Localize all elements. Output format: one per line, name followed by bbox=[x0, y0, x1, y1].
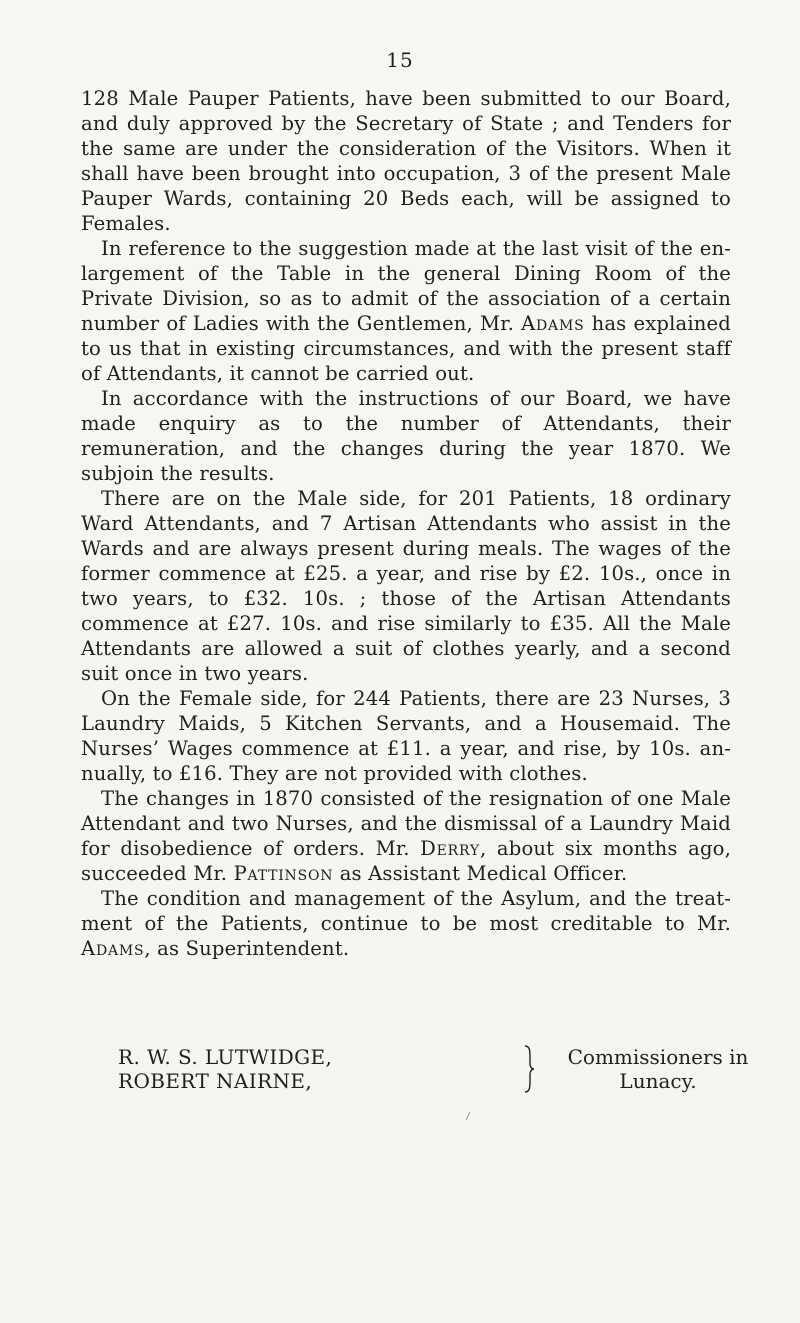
signatory-name: ROBERT NAIRNE, bbox=[118, 1069, 313, 1093]
paragraph-staff-changes-text-start: The changes in 1870 consisted of the resignation of one Male Attendant and two Nurses, and the dismissal of a Laundry Maid for disobedience of orders. Mr. bbox=[81, 787, 731, 860]
paragraph-female-staff: On the Female side, for 244 Patients, there are 23 Nurses, 3 Laundry Maids, 5 Kitchen Servants, and a Housemaid. The Nurses’ Wages commence at £11. a year, and rise, by 10s. an- nually, to £16. They are not provided with clothes. bbox=[81, 687, 731, 785]
paragraph-staff-changes bbox=[81, 786, 731, 886]
paragraph-dining-room-text-start: In reference to the suggestion made at the last visit of the en- largement of the Table in the general Dining Room of the Private Division, so as to admit of the association of a certain number of Ladies with the Gentlemen, Mr. bbox=[81, 237, 731, 335]
paragraph-condition-text-start: The condition and management of the Asylum, and the treat- ment of the Patients, continue to be most creditable to Mr. bbox=[81, 887, 731, 935]
name-adams: Adams bbox=[521, 312, 585, 335]
paragraph-staff-changes-text-end: as Assistant Medical Officer. bbox=[333, 862, 628, 885]
name-adams-superintendent: Adams bbox=[81, 937, 145, 960]
paragraph-dining-room bbox=[81, 236, 731, 386]
paragraph-dining-room-text-end: has explained to us that in existing circumstances, and with the present staff of Attendants, it cannot be carried out. bbox=[81, 312, 731, 385]
commission-title-line: Lunacy. bbox=[619, 1069, 697, 1093]
right-brace-icon bbox=[523, 1043, 535, 1095]
name-pattinson: Pattinson bbox=[233, 862, 334, 885]
commission-title bbox=[538, 1045, 778, 1093]
print-mark-icon bbox=[465, 1111, 471, 1121]
page-number: 15 bbox=[386, 48, 414, 72]
commissioners-signature bbox=[118, 1045, 758, 1105]
name-derry: Derry bbox=[420, 837, 480, 860]
paragraph-new-building: 128 Male Pauper Patients, have been submitted to our Board, and duly approved by the Secretary of State ; and Tenders for the same are under the consideration of the Visitors. When it shall have been brought into occupation, 3 of the present Male Pauper Wards, containing 20 Beds each, will be assigned to Females. bbox=[81, 87, 731, 235]
paragraph-condition-text-end: , as Superintendent. bbox=[144, 937, 350, 960]
commission-title-line: Commissioners in bbox=[567, 1045, 749, 1069]
report-body bbox=[81, 86, 731, 961]
paragraph-enquiry: In accordance with the instructions of our Board, we have made enquiry as to the number of Attendants, their remuneration, and the changes during the year 1870. We subjoin the results. bbox=[81, 387, 731, 485]
paragraph-male-attendants: There are on the Male side, for 201 Patients, 18 ordinary Ward Attendants, and 7 Artisan Attendants who assist in the Wards and are always present during meals. The wages of the former commence at £25. a year, and rise by £2. 10s., once in two years, to £32. 10s. ; those of the Artisan Attendants commence at £27. 10s. and rise similarly to £35. All the Male Attendants are allowed a suit of clothes yearly, and a second suit once in two years. bbox=[81, 487, 731, 685]
signatory-names bbox=[118, 1045, 448, 1093]
signatory-name: R. W. S. LUTWIDGE, bbox=[118, 1045, 333, 1069]
paragraph-staff-changes-text-middle: , about six months ago, succeeded Mr. bbox=[81, 837, 731, 885]
paragraph-condition bbox=[81, 886, 731, 961]
